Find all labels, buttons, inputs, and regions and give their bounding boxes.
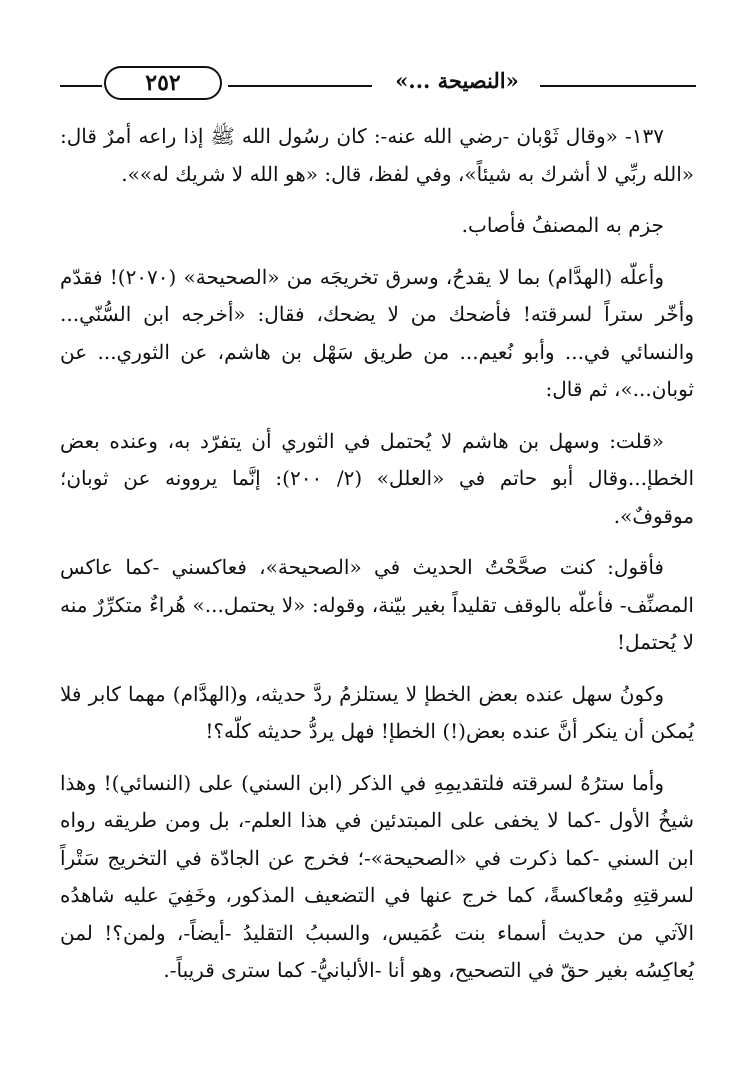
- paragraph-hadith-137: ١٣٧- «وقال ثَوْبان -رضي الله عنه-: كان رسُول الله ﷺ إذا راعه أمرٌ قال: «الله ربِّي لا أشرك به شيئاً»، وفي لفظ، قال: «هو الله لا شريك له»».: [60, 124, 694, 186]
- page-number: ٢٥٢: [104, 66, 222, 100]
- body-text: [60, 118, 694, 1004]
- paragraph-response: فأقول: كنت صحَّحْتُ الحديث في «الصحيحة»، فعاكسني -كما عاكس المصنِّف- فأعلّه بالوقف تقليداً بغير بيّنة، وقوله: «لا يحتمل...» هُراءٌ متكرِّرٌ منه لا يُحتمل!: [60, 555, 694, 654]
- paragraph-concealment: وأما سترُهُ لسرقته فلتقديمِهِ في الذكر (ابن السني) على (النسائي)! وهذا شيخُ الأول -كما لا يخفى على المبتدئين في هذا العلم-، بل ومن طريقه رواه ابن السني -كما ذكرت في «الصحيحة»-؛ فخرج عن الجادّة في التخريج سَتْراً لسرقتِهِ ومُعاكسةً، كما خرج عنها في التضعيف المذكور، وخَفِيَ عليه شاهدُه الآتي من حديث أسماء بنت عُمَيس، والسببُ التقليدُ -أيضاً-، ولمن؟! لمن يُعاكِسُه بغير حقّ في التصحيح، وهو أنا -الألبانيُّ- كما سترى قريباً-.: [60, 770, 694, 982]
- running-title: «النصيحة ...»: [395, 68, 519, 93]
- header-rule-left: [60, 85, 102, 87]
- paragraph-critique: وأعلّه (الهدَّام) بما لا يقدحُ، وسرق تخريجَه من «الصحيحة» (٢٠٧٠)! فقدّم وأخّر ستراً لسرقته! فأضحك من لا يضحك، فقال: «أخرجه ابن السُّنّي... والنسائي في... وأبو نُعيم... من طريق سَهْل بن هاشم، عن الثوري... عن ثوبان...»، ثم قال:: [60, 264, 694, 401]
- header-rule-middle: [228, 85, 372, 87]
- paragraph-verdict: جزم به المصنفُ فأصاب.: [461, 213, 664, 237]
- paragraph-sahl: وكونُ سهل عنده بعض الخطإ لا يستلزمُ ردَّ حديثه، و(الهدَّام) مهما كابر فلا يُمكن أن ينكر أنَّ عنده بعض(!) الخطإ! فهل يردُّ حديثه كلّه؟!: [60, 681, 694, 743]
- header-rule-right: [540, 85, 696, 87]
- paragraph-quote: «قلت: وسهل بن هاشم لا يُحتمل في الثوري أن يتفرّد به، وعنده بعض الخطإ...وقال أبو حاتم في «العلل» (٢/ ٢٠٠): إنَّما يروونه عن ثوبان؛ موقوفٌ».: [60, 428, 694, 528]
- page-header: [60, 62, 696, 104]
